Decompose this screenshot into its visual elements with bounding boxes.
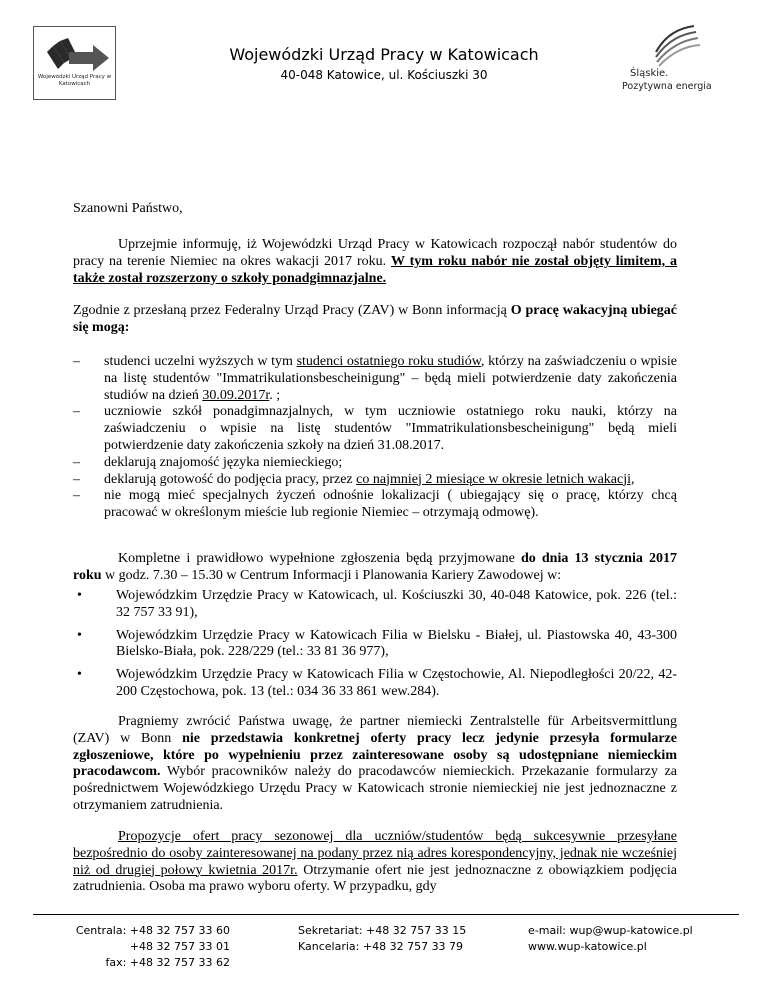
basis-paragraph (73, 303, 677, 337)
list-item: – deklarują gotowość do podjęcia pracy, przez co najmniej 2 miesiące w okresie letnich wakacji, (73, 472, 677, 489)
list-item: – studenci uczelni wyższych w tym studenci ostatniego roku studiów, którzy na zaświadczeniu o wpisie na listę studentów "Immatrikulationsbescheinigung" – będą mieli potwierdzenie daty zakończenia studiów na dzień 30.09.2017r. ; (73, 354, 677, 404)
list-item: • Wojewódzkim Urzędzie Pracy w Katowicach Filia w Bielsku - Białej, ul. Piastowska 40, 43-300 Bielsko-Biała, pok. 228/229 (tel.: 33 81 36 977), (73, 628, 677, 662)
list-item: – nie mogą mieć specjalnych życzeń odnośnie lokalizacji ( ubiegający się o pracę, którzy chcą pracować w określonym mieście lub regionie Niemiec – otrzymają odmowę). (73, 488, 677, 522)
deadline-date: do dnia 13 stycznia 2017 roku (73, 551, 677, 583)
list-item: • Wojewódzkim Urzędzie Pracy w Katowicach Filia w Częstochowie, Al. Niepodległości 20/22, 42-200 Częstochowa, pok. 13 (tel.: 034 36 33 861 wew.284). (73, 667, 677, 701)
footer-email: e-mail: wup@wup-katowice.pl (528, 924, 693, 937)
intro-highlight: W tym roku nabór nie został objęty limitem, a także został rozszerzony o szkoły ponadgimnazjalne. (73, 253, 678, 286)
offers-paragraph: Propozycje ofert pracy sezonowej dla uczniów/studentów będą sukcesywnie przesyłane bezpośrednio do osoby zainteresowanej na podany przez nią adres korespondencyjny, jednak nie wcześniej niż od drugiej połowy kwietnia 2017r. Otrzymanie ofert nie jest jednoznaczne z obowiązkiem podjęcia zatrudnienia. Osoba ma prawo wyboru oferty. W przypadku, gdy (73, 829, 677, 895)
criteria-list (73, 354, 677, 522)
slaskie-logo (622, 24, 717, 94)
list-item: • Wojewódzkim Urzędzie Pracy w Katowicach, ul. Kościuszki 30, 40-048 Katowice, pok. 226 (tel.: 32 757 33 91), (73, 588, 677, 622)
basis-heading: O pracę wakacyjną ubiegać się mogą: (73, 303, 678, 335)
institution-address: 40-048 Katowice, ul. Kościuszki 30 (280, 68, 488, 82)
offers-highlight: Propozycje ofert pracy sezonowej dla uczniów/studentów będą sukcesywnie przesyłane bezpośrednio do osoby zainteresowanej na podany przez nią adres korespondencyjny, jednak nie wcześniej niż od drugiej połowy kwietnia 2017r. (73, 829, 677, 878)
institution-title: Wojewódzki Urząd Pracy w Katowicach (229, 45, 539, 64)
footer-contact (528, 923, 693, 955)
logo-slogan-line2: Pozytywna energia (622, 81, 712, 92)
footer-phones: Centrala: +48 32 757 33 60 +48 32 757 33 01 fax: +48 32 757 33 62 (75, 924, 230, 969)
list-item: – deklarują znajomość języka niemieckiego; (73, 455, 677, 472)
notice-paragraph: Pragniemy zwrócić Państwa uwagę, że partner niemiecki Zentralstelle für Arbeitsvermittlung (ZAV) w Bonn nie przedstawia konkretnej oferty pracy lecz jedynie przesyła formularze zgłoszeniowe, które po wypełnieniu przez zainteresowane osoby są udostępniane niemieckim pracodawcom. Wybór pracowników należy do pracodawców niemieckich. Przekazanie formularzy za pośrednictwem Wojewódzkiego Urzędu Pracy w Katowicach stronie niemieckiej nie jest jednoznaczne z otrzymaniem zatrudnienia. (73, 714, 677, 813)
footer-office: Sekretariat: +48 32 757 33 15 Kancelaria: +48 32 757 33 79 (298, 924, 467, 953)
footer-website: www.wup-katowice.pl (528, 940, 647, 953)
intro-text: Uprzejmie informuję, iż Wojewódzki Urząd Pracy w Katowicach rozpoczął nabór studentów do pracy na terenie Niemiec na okres wakacji 2017 roku. (73, 237, 677, 269)
logo-slogan-line1: Śląskie. (630, 68, 669, 79)
deadline-paragraph: Kompletne i prawidłowo wypełnione zgłoszenia będą przyjmowane do dnia 13 stycznia 2017 roku w godz. 7.30 – 15.30 w Centrum Informacji i Planowania Kariery Zawodowej w: (73, 551, 677, 583)
footer-divider (33, 914, 739, 915)
list-item: – uczniowie szkół ponadgimnazjalnych, w tym uczniowie ostatniego roku nauki, którzy na zaświadczeniu o wpisie na listę studentów "Immatrikulationsbescheinigung" będą mieli potwierdzenie daty zakończenia szkoły na dzień 31.08.2017. (73, 404, 677, 454)
logo-caption: Wojewódzki Urząd Pracy w Katowicach (37, 74, 112, 87)
salutation: Szanowni Państwo, (73, 201, 183, 216)
basis-text: Zgodnie z przesłaną przez Federalny Urząd Pracy (ZAV) w Bonn informacją (73, 303, 511, 318)
wave-emblem-icon (622, 24, 717, 68)
locations-list (73, 588, 677, 707)
notice-highlight: nie przedstawia konkretnej oferty pracy lecz jedynie przesyła formularze zgłoszeniowe, które po wypełnieniu przez zainteresowane osoby są udostępniane niemieckim pracodawcom. (73, 730, 677, 780)
intro-paragraph (73, 237, 677, 287)
